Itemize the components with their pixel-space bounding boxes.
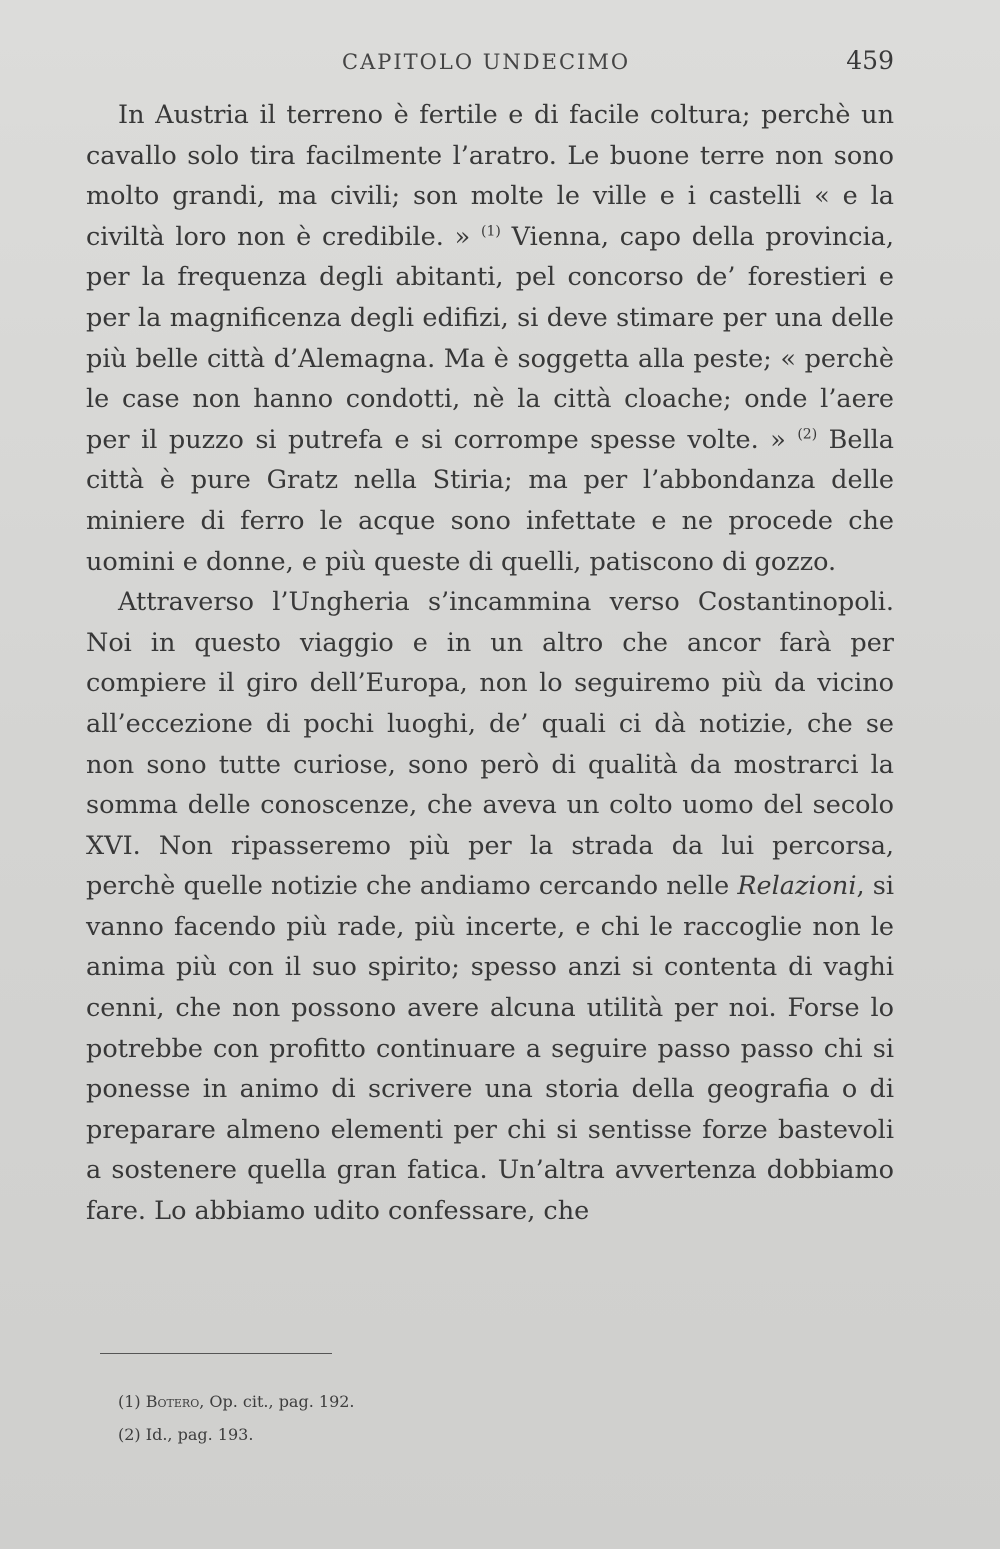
footnote-divider: [100, 1353, 332, 1354]
footnote-marker: (1): [118, 1392, 141, 1411]
footnote-1: [118, 1385, 818, 1418]
paragraph-ungheria: [86, 582, 894, 1232]
running-head: [88, 46, 894, 82]
footnote-marker: (2): [118, 1425, 141, 1444]
footnote-reference: (1): [481, 223, 501, 240]
paragraph-text: Bella città è pure Gratz nella Stiria; ma per l’abbondanza delle miniere di ferro le acque sono infettate e ne procede che uomini e donne, e più queste di quelli, patiscono di gozzo.: [86, 424, 894, 577]
paragraph-austria: [86, 95, 894, 582]
footnotes: [118, 1385, 818, 1451]
footnote-author: Botero: [145, 1392, 200, 1411]
footnote-text: Id., pag. 193.: [145, 1425, 254, 1444]
page-number: 459: [846, 46, 894, 75]
paragraph-text: , si vanno facendo più rade, più incerte, e chi le raccoglie non le anima più con il suo spirito; spesso anzi si contenta di vaghi cenni, che non possono avere alcuna utilità per noi. Forse lo potrebbe con profitto continuare a seguire passo passo chi si ponesse in animo di scrivere una storia della geografia o di preparare almeno elementi per chi si sentisse forze bastevoli a sostenere quella gran fatica. Un’altra avvertenza dobbiamo fare. Lo abbiamo udito confessare, che: [86, 871, 895, 1227]
chapter-title: CAPITOLO UNDECIMO: [342, 50, 631, 74]
paragraph-text: Attraverso l’Ungheria s’incammina verso Costantinopoli. Noi in questo viaggio e in un altro che ancor farà per compiere il giro dell’Europa, non lo seguiremo più da vicino all’eccezione di pochi luoghi, de’ quali ci dà notizie, che se non sono tutte curiose, sono però di qualità da mostrarci la somma delle conoscenze, che aveva un colto uomo del secolo XVI. Non ripasseremo più per la strada da lui percorsa, perchè quelle notizie che andiamo cercando nelle: [86, 587, 894, 902]
footnote-reference: (2): [797, 426, 818, 443]
paragraph-text: Vienna, capo della provincia, per la frequenza degli abitanti, pel concorso de’ forestieri e per la magnificenza degli edifizi, si deve stimare per una delle più belle città d’Alemagna. Ma è soggetta alla peste; « perchè le case non hanno condotti, nè la città cloache; onde l’aere per il puzzo si putrefa e si corrompe spesse volte. »: [86, 221, 894, 455]
footnote-2: [118, 1418, 818, 1451]
italic-title: Relazioni: [737, 871, 857, 902]
main-text: [86, 95, 894, 1232]
footnote-text: , Op. cit., pag. 192.: [199, 1392, 355, 1411]
paragraph-text: In Austria il terreno è fertile e di facile coltura; perchè un cavallo solo tira facilmente l’aratro. Le buone terre non sono molto grandi, ma civili; son molte le ville e i castelli « e la civiltà loro non è credibile. »: [86, 100, 894, 252]
